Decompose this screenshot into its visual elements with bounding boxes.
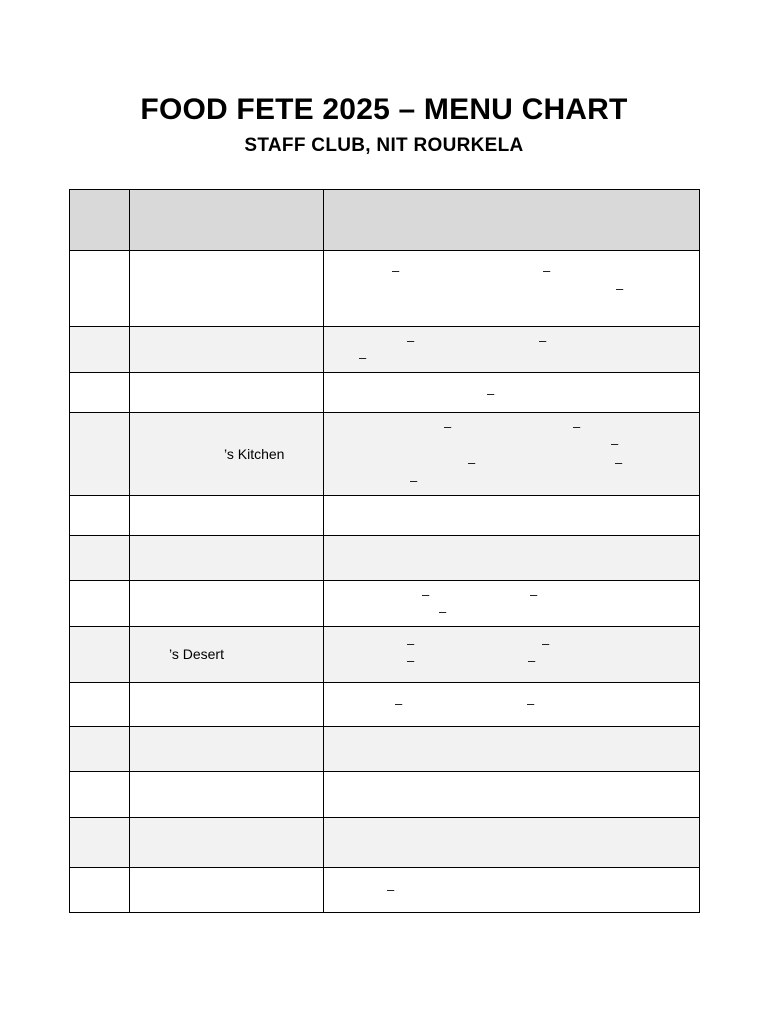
menu-table: [69, 189, 700, 913]
menu-text-fragment: –: [407, 653, 415, 668]
table-row: [70, 496, 699, 536]
menu-text-fragment: –: [527, 696, 535, 711]
menu-text-fragment: –: [444, 419, 452, 434]
row-number-cell: [70, 536, 130, 580]
stall-name-fragment: ’s Kitchen: [224, 446, 285, 462]
menu-items-cell: [324, 251, 699, 326]
page-title: FOOD FETE 2025 – MENU CHART: [140, 93, 628, 126]
stall-name-cell: [130, 581, 324, 626]
menu-text-fragment: –: [407, 333, 415, 348]
menu-text-fragment: –: [573, 419, 581, 434]
menu-text-fragment: –: [616, 281, 624, 296]
stall-name-fragment: ’s Desert: [169, 646, 224, 662]
menu-items-cell: [324, 373, 699, 412]
menu-items-cell: [324, 818, 699, 867]
stall-name-cell: [130, 818, 324, 867]
row-number-cell: [70, 818, 130, 867]
table-row: [70, 413, 699, 496]
table-row: [70, 373, 699, 413]
row-number-cell: [70, 327, 130, 372]
menu-text-fragment: –: [395, 696, 403, 711]
menu-text-fragment: –: [539, 333, 547, 348]
stall-name-cell: [130, 251, 324, 326]
table-row: [70, 727, 699, 772]
menu-text-fragment: –: [528, 653, 536, 668]
menu-text-fragment: –: [407, 636, 415, 651]
row-number-cell: [70, 627, 130, 682]
menu-items-cell: [324, 868, 699, 912]
table-row: [70, 818, 699, 868]
menu-items-cell: [324, 683, 699, 726]
table-row: [70, 581, 699, 627]
menu-text-fragment: –: [392, 263, 400, 278]
menu-text-fragment: –: [611, 436, 619, 451]
menu-items-cell: [324, 627, 699, 682]
stall-name-cell: [130, 627, 324, 682]
table-row: [70, 868, 699, 912]
menu-text-fragment: –: [542, 636, 550, 651]
header-cell-1: [70, 190, 130, 250]
stall-name-cell: [130, 327, 324, 372]
menu-text-fragment: –: [487, 386, 495, 401]
menu-text-fragment: –: [359, 350, 367, 365]
menu-text-fragment: –: [439, 604, 447, 619]
stall-name-cell: [130, 868, 324, 912]
menu-text-fragment: –: [615, 455, 623, 470]
menu-text-fragment: –: [530, 587, 538, 602]
menu-items-cell: [324, 413, 699, 495]
row-number-cell: [70, 683, 130, 726]
menu-items-cell: [324, 727, 699, 771]
menu-items-cell: [324, 327, 699, 372]
table-row: [70, 251, 699, 327]
menu-items-cell: [324, 581, 699, 626]
stall-name-cell: [130, 496, 324, 535]
menu-text-fragment: –: [387, 882, 395, 897]
row-number-cell: [70, 496, 130, 535]
row-number-cell: [70, 373, 130, 412]
table-row: [70, 327, 699, 373]
stall-name-cell: [130, 772, 324, 817]
stall-name-cell: [130, 373, 324, 412]
header-cell-2: [130, 190, 324, 250]
stall-name-cell: [130, 536, 324, 580]
header-cell-3: [324, 190, 699, 250]
table-row: [70, 772, 699, 818]
table-row: [70, 536, 699, 581]
menu-text-fragment: –: [410, 473, 418, 488]
table-row: [70, 683, 699, 727]
menu-items-cell: [324, 536, 699, 580]
menu-text-fragment: –: [422, 587, 430, 602]
row-number-cell: [70, 868, 130, 912]
row-number-cell: [70, 727, 130, 771]
menu-text-fragment: –: [468, 455, 476, 470]
row-number-cell: [70, 413, 130, 495]
page-subtitle: STAFF CLUB, NIT ROURKELA: [244, 135, 524, 156]
row-number-cell: [70, 251, 130, 326]
table-row: [70, 627, 699, 683]
row-number-cell: [70, 772, 130, 817]
stall-name-cell: [130, 413, 324, 495]
table-header-row: [70, 190, 699, 251]
menu-text-fragment: –: [543, 263, 551, 278]
row-number-cell: [70, 581, 130, 626]
menu-items-cell: [324, 496, 699, 535]
stall-name-cell: [130, 727, 324, 771]
stall-name-cell: [130, 683, 324, 726]
menu-items-cell: [324, 772, 699, 817]
